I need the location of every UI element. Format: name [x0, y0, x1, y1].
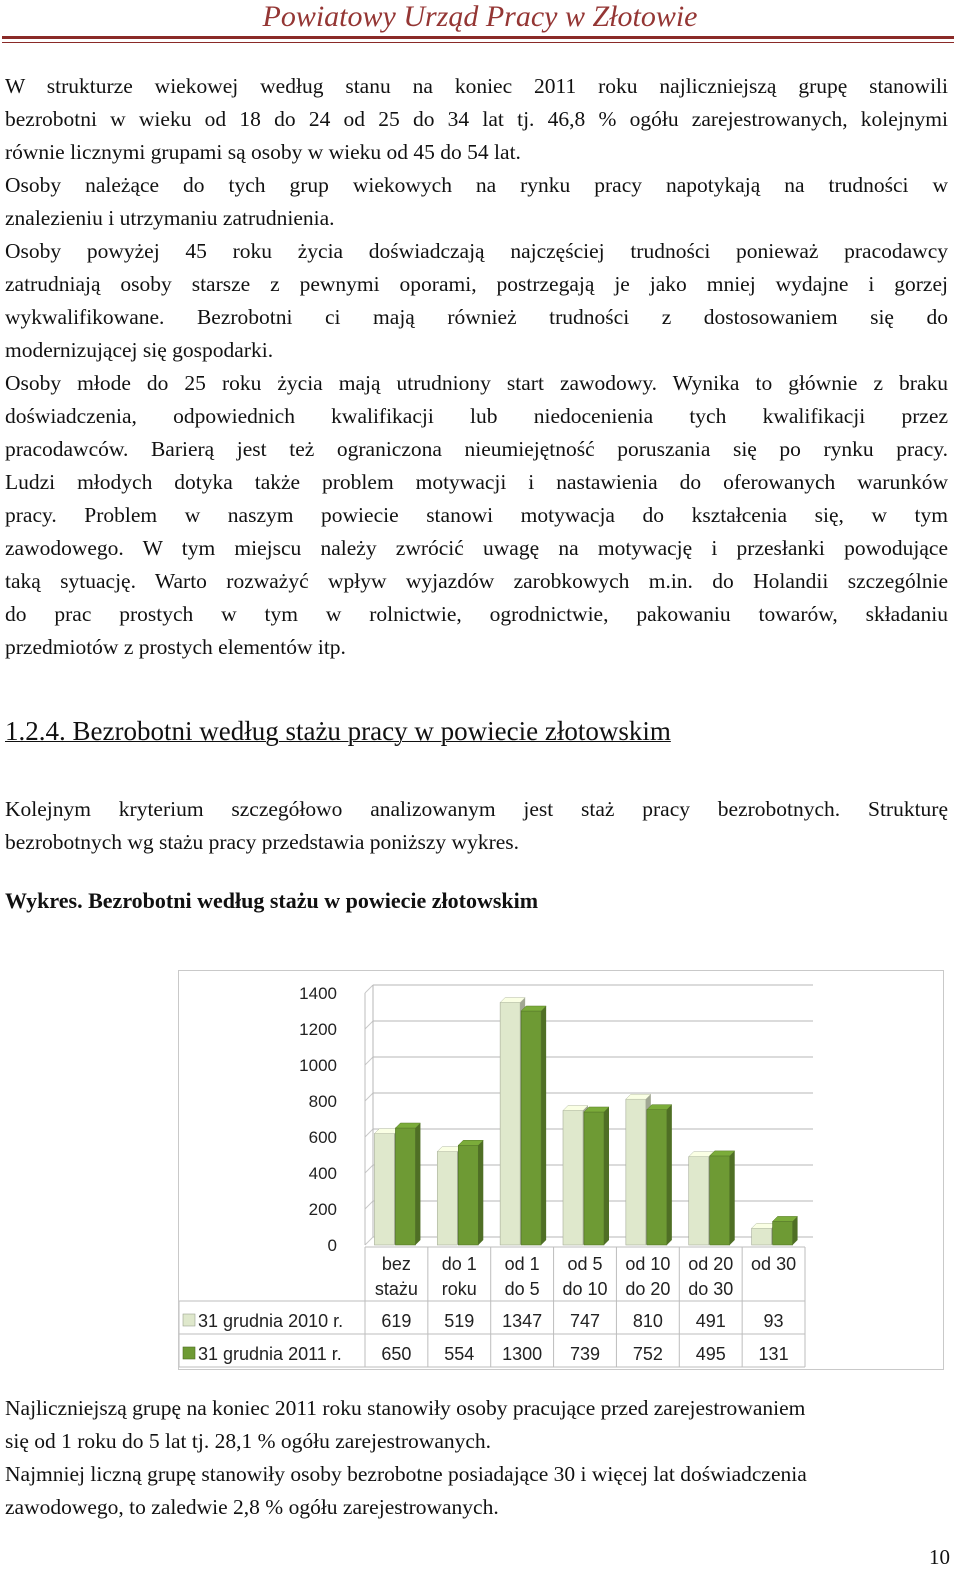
y-tick-label: 1200: [299, 1020, 337, 1039]
text-line: Ludzi młodych dotyka także problem motywacji i nastawienia do oferowanych warunków: [5, 470, 948, 494]
gridline-depth: [365, 1057, 373, 1065]
bar-front: [752, 1228, 772, 1245]
text-line: taką sytuację. Warto rozważyć wpływ wyjazdów zarobkowych m.in. do Holandii szczególnie: [5, 569, 948, 593]
data-value-label: 619: [381, 1311, 412, 1331]
text-line: Osoby powyżej 45 roku życia doświadczają najczęściej trudności ponieważ pracodawcy: [5, 239, 948, 263]
text-line: modernizującej się gospodarki.: [5, 338, 274, 362]
bar-front: [689, 1157, 709, 1245]
text-line: do prac prostych w tym w rolnictwie, ogrodnictwie, pakowaniu towarów, składaniu: [5, 602, 948, 626]
text-line: zawodowego. W tym miejscu należy zwrócić uwagę na motywację i przesłanki powodujące: [5, 536, 948, 560]
y-tick-label: 400: [308, 1164, 337, 1183]
bar-front: [710, 1156, 730, 1245]
bar: [647, 1105, 672, 1245]
page-number: 10: [929, 1545, 950, 1569]
data-value-label: 554: [444, 1344, 475, 1364]
x-tick-label: do 20: [625, 1279, 671, 1299]
y-tick-label: 800: [308, 1092, 337, 1111]
x-tick-label: do 10: [562, 1279, 608, 1299]
bar-side: [667, 1105, 672, 1245]
y-tick-label: 1400: [299, 984, 337, 1003]
bar: [458, 1140, 483, 1245]
x-tick-label: bez: [381, 1254, 411, 1274]
text-line: bezrobotni w wieku od 18 do 24 od 25 do 34 lat tj. 46,8 % ogółu zarejestrowanych, kolejnymi: [5, 107, 948, 131]
text-line: pracodawców. Barierą jest też ograniczona nieumiejętność poruszania się po rynku pracy.: [5, 437, 948, 461]
text-line: Najliczniejszą grupę na koniec 2011 roku stanowiły osoby pracujące przed zarejestrowaniem: [5, 1396, 806, 1420]
y-tick-label: 600: [308, 1128, 337, 1147]
bar: [395, 1123, 420, 1245]
bar-front: [395, 1128, 415, 1245]
text-line: równie licznymi grupami są osoby w wieku od 45 do 54 lat.: [5, 140, 521, 164]
data-value-label: 810: [632, 1311, 663, 1331]
chart-frame: [178, 970, 944, 1370]
data-value-label: 495: [695, 1344, 726, 1364]
data-value-label: 519: [444, 1311, 475, 1331]
y-tick-label: 1000: [299, 1056, 337, 1075]
section-heading: 1.2.4. Bezrobotni według stażu pracy w powiecie złotowskim: [5, 716, 671, 746]
bar-side: [604, 1107, 609, 1245]
text-line: wykwalifikowane. Bezrobotni ci mają również trudności z dostosowaniem się do: [5, 305, 948, 329]
bar: [773, 1216, 798, 1245]
section-paragraph: [5, 793, 948, 859]
bar-front: [584, 1112, 604, 1245]
bar-front: [521, 1011, 541, 1245]
x-tick-label: do 5: [504, 1279, 540, 1299]
data-value-label: 131: [758, 1344, 789, 1364]
bar-front: [374, 1134, 394, 1245]
x-tick-label: od 5: [567, 1254, 603, 1274]
gridline-depth: [365, 1237, 373, 1245]
data-value-label: 1300: [502, 1344, 543, 1364]
x-tick-label: od 30: [751, 1254, 797, 1274]
gridline-depth: [365, 1093, 373, 1101]
legend-label: 31 grudnia 2011 r.: [198, 1344, 342, 1364]
bar-side: [730, 1151, 735, 1245]
data-value-label: 752: [632, 1344, 663, 1364]
bar-front: [773, 1221, 793, 1245]
bar-front: [458, 1145, 478, 1245]
bar: [584, 1107, 609, 1245]
header-title: Powiatowy Urząd Pracy w Złotowie: [262, 0, 698, 33]
y-tick-label: 200: [308, 1200, 337, 1219]
legend-swatch: [183, 1347, 195, 1359]
y-tick-label: 0: [327, 1236, 337, 1255]
bar-side: [478, 1140, 483, 1245]
gridline-depth: [365, 1165, 373, 1173]
chart-caption: Wykres. Bezrobotni według stażu w powiecie złotowskim: [5, 888, 539, 913]
intro-paragraph-1: [5, 70, 948, 169]
x-tick-label: od 20: [688, 1254, 734, 1274]
data-value-label: 739: [569, 1344, 601, 1364]
x-tick-label: od 1: [504, 1254, 540, 1274]
bar-front: [647, 1110, 667, 1245]
text-line: bezrobotnych wg stażu pracy przedstawia poniższy wykres.: [5, 830, 520, 854]
text-line: Osoby młode do 25 roku życia mają utrudniony start zawodowy. Wynika to głównie z braku: [5, 371, 948, 395]
intro-paragraph-2: [5, 169, 948, 235]
gridline-depth: [365, 1129, 373, 1137]
gridline-depth: [365, 1021, 373, 1029]
bar-front: [626, 1099, 646, 1245]
x-tick-label: od 10: [625, 1254, 671, 1274]
data-value-label: 93: [763, 1311, 784, 1331]
x-tick-label: do 30: [688, 1279, 734, 1299]
conclusion-paragraph: [5, 1392, 948, 1524]
text-line: doświadczenia, odpowiednich kwalifikacji lub niedocenienia tych kwalifikacji przez: [5, 404, 948, 428]
data-value-label: 747: [569, 1311, 601, 1331]
text-line: zatrudniają osoby starsze z pewnymi oporami, postrzegają je jako mniej wydajne i gorzej: [5, 272, 948, 296]
intro-paragraph-3: [5, 235, 948, 367]
data-value-label: 1347: [502, 1311, 543, 1331]
intro-paragraph-4: [5, 367, 948, 664]
bar: [710, 1151, 735, 1245]
page-header: [0, 0, 960, 44]
text-line: Najmniej liczną grupę stanowiły osoby bezrobotne posiadające 30 i więcej lat doświadczenia: [5, 1462, 807, 1486]
x-tick-label: do 1: [441, 1254, 477, 1274]
gridline-depth: [365, 985, 373, 993]
legend-label: 31 grudnia 2010 r.: [198, 1311, 344, 1331]
text-line: się od 1 roku do 5 lat tj. 28,1 % ogółu zarejestrowanych.: [5, 1429, 492, 1453]
header-rule-thin: [2, 42, 954, 43]
text-line: Osoby należące do tych grup wiekowych na rynku pracy napotykają na trudności w: [5, 173, 948, 197]
data-value-label: 491: [695, 1311, 726, 1331]
bar-side: [415, 1123, 420, 1245]
bar-front: [563, 1111, 583, 1245]
bar: [521, 1006, 546, 1245]
legend-swatch: [183, 1314, 195, 1326]
text-line: Kolejnym kryterium szczegółowo analizowanym jest staż pracy bezrobotnych. Strukturę: [5, 797, 948, 821]
text-line: zawodowego, to zaledwie 2,8 % ogółu zarejestrowanych.: [5, 1495, 499, 1519]
text-line: W strukturze wiekowej według stanu na koniec 2011 roku najliczniejszą grupę stanowili: [5, 74, 948, 98]
bar-front: [500, 1003, 520, 1245]
text-line: pracy. Problem w naszym powiecie stanowi motywacja do kształcenia się, w tym: [5, 503, 948, 527]
header-rule: [2, 36, 954, 39]
gridline-depth: [365, 1201, 373, 1209]
data-value-label: 650: [381, 1344, 412, 1364]
text-line: przedmiotów z prostych elementów itp.: [5, 635, 346, 659]
bar-front: [437, 1152, 457, 1245]
text-line: znalezieniu i utrzymaniu zatrudnienia.: [5, 206, 335, 230]
bar-chart: [179, 971, 943, 1369]
x-tick-label: stażu: [374, 1279, 418, 1299]
x-tick-label: roku: [441, 1279, 477, 1299]
bar-side: [541, 1006, 546, 1245]
